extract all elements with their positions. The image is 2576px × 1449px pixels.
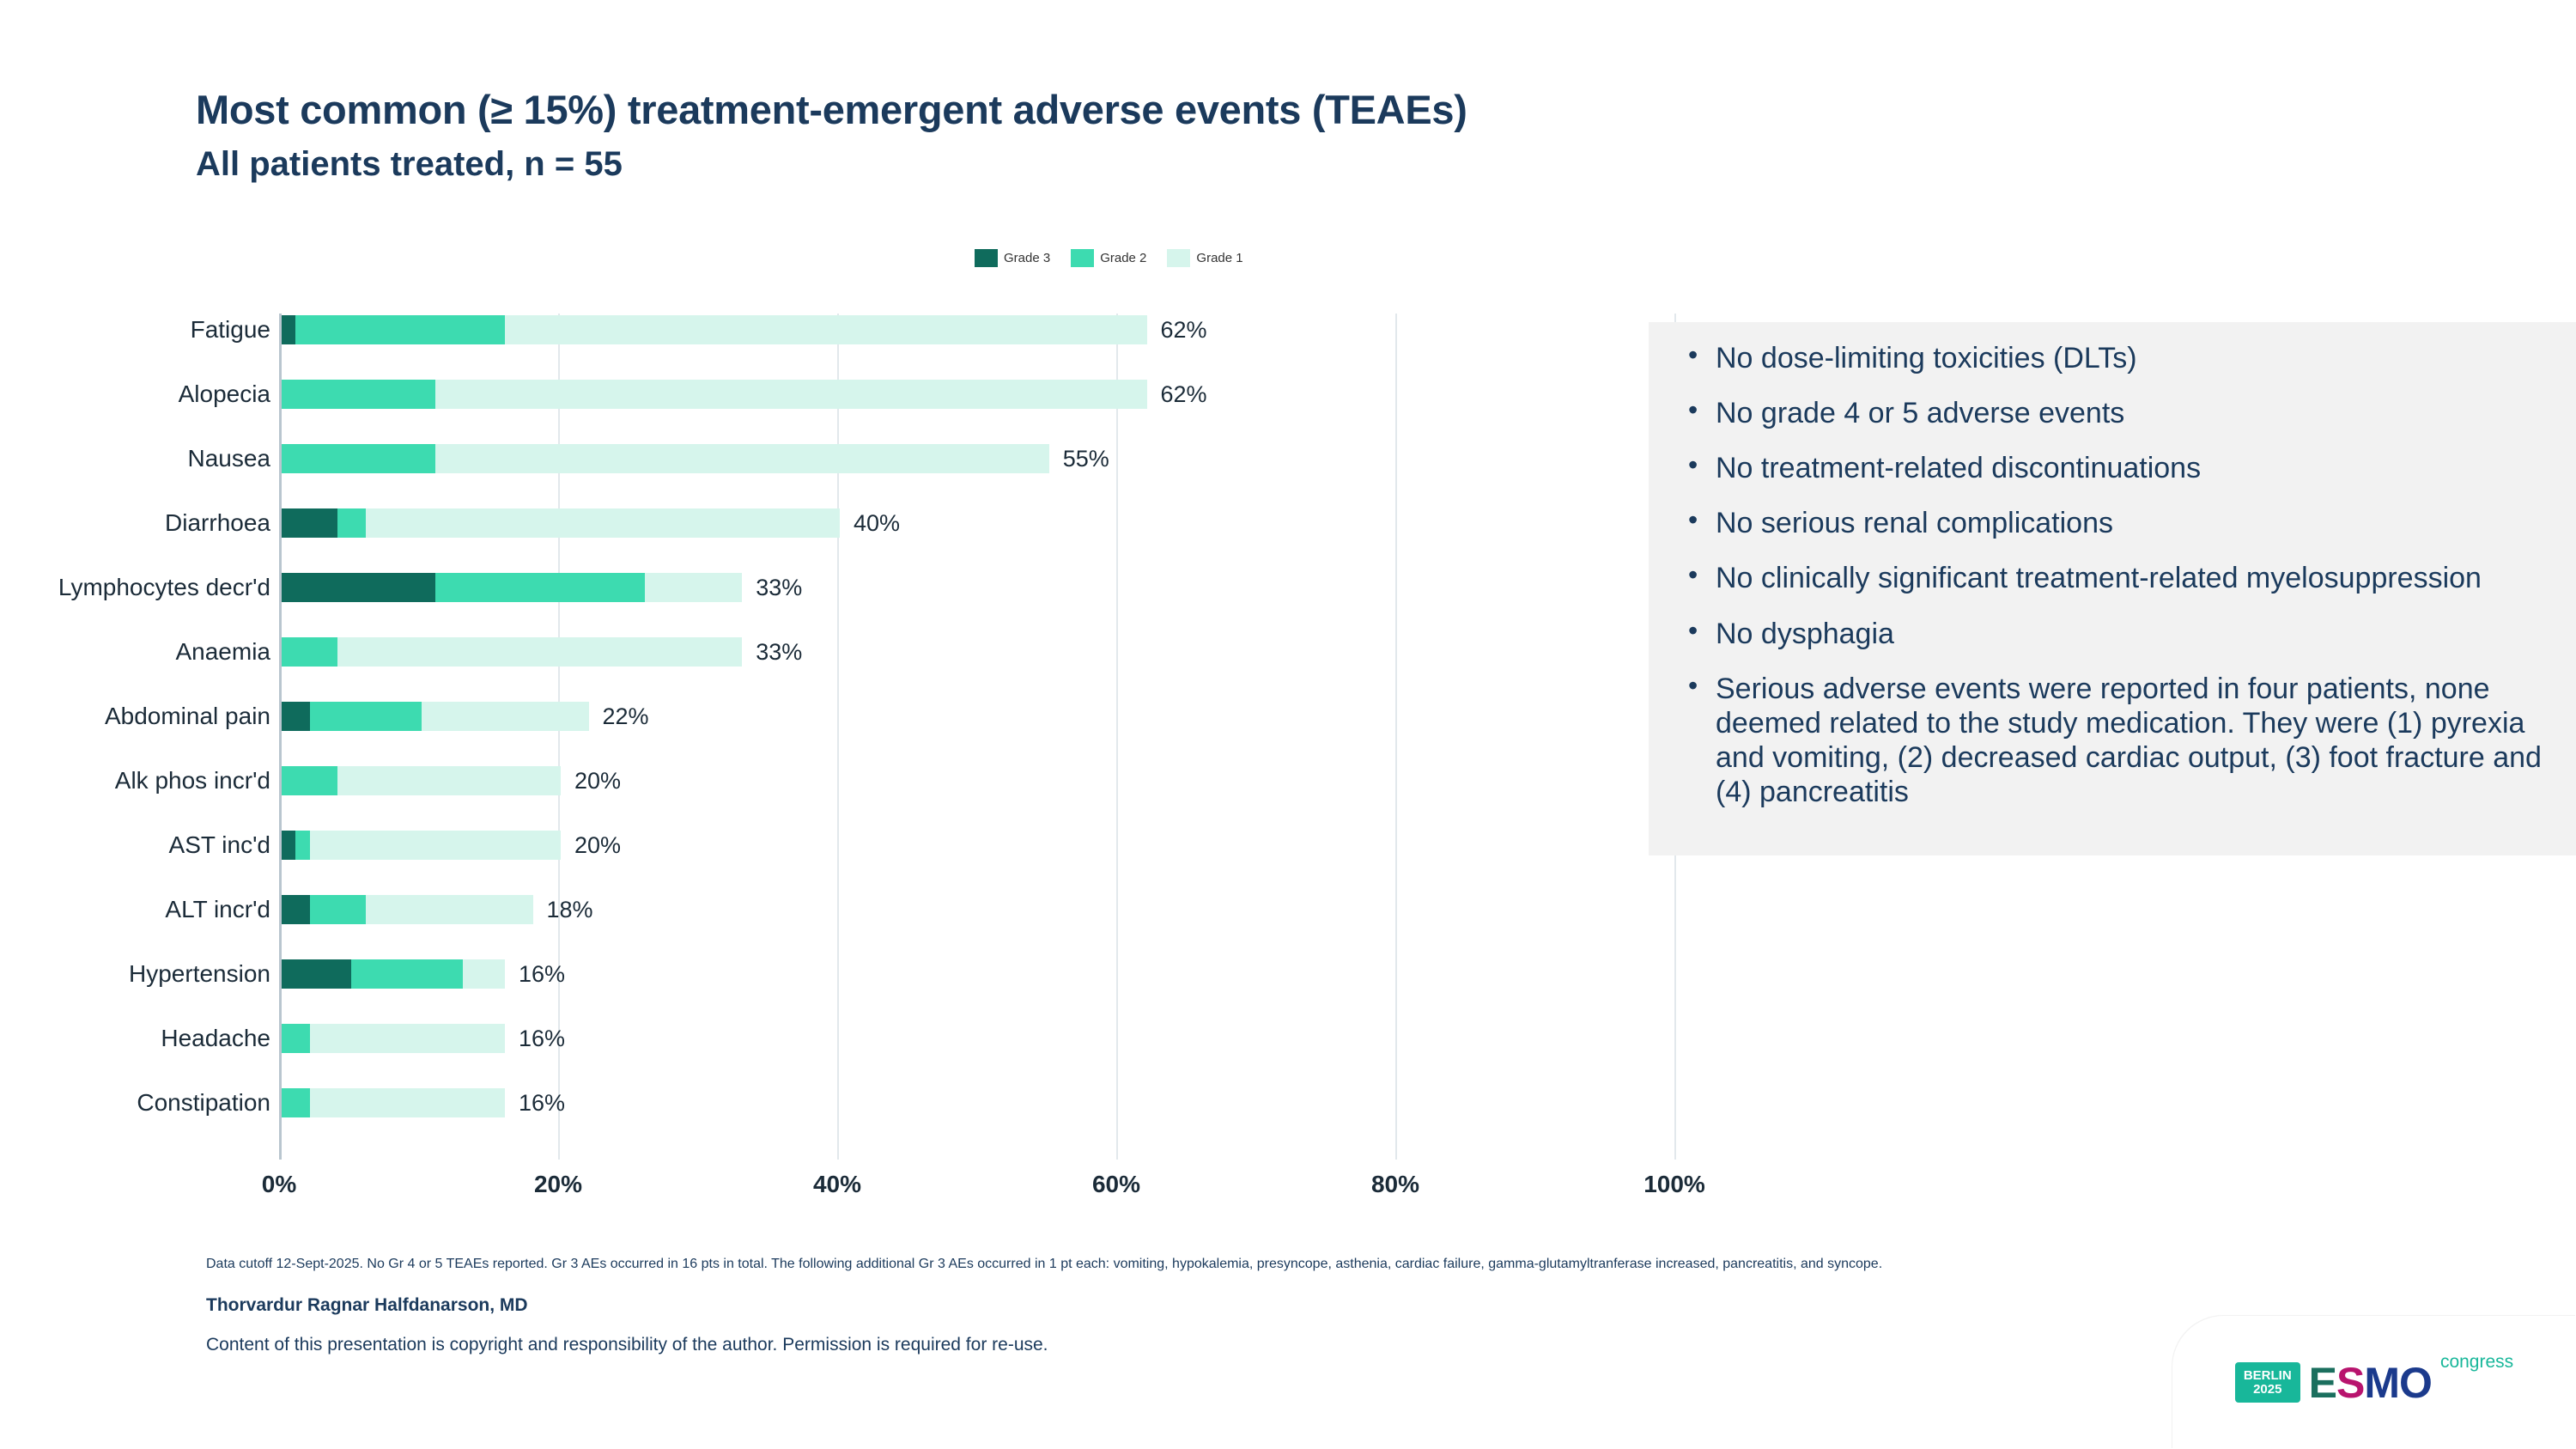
stacked-bar xyxy=(282,895,533,924)
bar-segment xyxy=(295,315,505,344)
bar-value-label: 22% xyxy=(602,703,649,729)
bar-value-label: 40% xyxy=(854,510,901,536)
bar-row xyxy=(0,698,1683,734)
x-tick-label: 80% xyxy=(1370,1171,1420,1197)
bar-row xyxy=(0,441,1683,477)
stacked-bar xyxy=(282,1088,505,1117)
data-cutoff-note: Data cutoff 12-Sept-2025. No Gr 4 or 5 TEAEs reported. Gr 3 AEs occurred in 16 pts in total. The following additional Gr 3 AEs occurred in 1 pt each: vomiting, hypokalemia, presyncope, asthenia, cardiac failure, gamma-glutamyltranferase increased, pancreatitis, and syncope. xyxy=(206,1257,1883,1271)
legend-item xyxy=(975,249,1050,267)
bar-segment xyxy=(310,831,562,860)
category-label: ALT incr'd xyxy=(165,896,270,922)
bar-row xyxy=(0,312,1683,348)
bar-value-label: 20% xyxy=(574,832,622,858)
bar-segment xyxy=(310,895,366,924)
bar-segment xyxy=(282,573,435,602)
bar-segment xyxy=(435,573,645,602)
category-label: Lymphocytes decr'd xyxy=(58,574,270,600)
x-tick-label: 0% xyxy=(261,1171,297,1197)
bar-value-label: 16% xyxy=(519,1026,566,1051)
bar-segment xyxy=(351,959,463,989)
bar-segment xyxy=(282,1024,310,1053)
copyright-note: Content of this presentation is copyright and responsibility of the author. Permission is required for re-use. xyxy=(206,1335,1048,1355)
legend-item xyxy=(1071,249,1146,267)
esmo-wordmark xyxy=(2309,1358,2432,1408)
esmo-letter-o: O xyxy=(2399,1358,2432,1407)
summary-panel xyxy=(1649,322,2576,855)
bar-segment xyxy=(366,895,533,924)
stacked-bar xyxy=(282,315,1147,344)
page-title: Most common (≥ 15%) treatment-emergent adverse events (TEAEs) xyxy=(196,87,1467,132)
x-tick-label: 20% xyxy=(533,1171,583,1197)
esmo-letter-s: S xyxy=(2336,1358,2365,1407)
bar-segment xyxy=(295,831,309,860)
bar-segment xyxy=(282,380,435,409)
bar-value-label: 33% xyxy=(756,639,803,665)
summary-bullet: • No dysphagia xyxy=(1716,617,2542,651)
category-label: Hypertension xyxy=(129,960,270,987)
category-label: Anaemia xyxy=(175,638,270,665)
bar-segment xyxy=(282,895,310,924)
bar-value-label: 62% xyxy=(1160,317,1207,343)
bar-value-label: 62% xyxy=(1160,381,1207,407)
bar-segment xyxy=(435,380,1147,409)
legend-label: Grade 3 xyxy=(1004,251,1051,265)
bar-segment xyxy=(645,573,743,602)
bar-row xyxy=(0,1020,1683,1056)
stacked-bar xyxy=(282,831,561,860)
summary-bullet-list xyxy=(1657,341,2567,809)
bar-row xyxy=(0,892,1683,928)
bar-row xyxy=(0,505,1683,541)
bar-segment xyxy=(282,831,295,860)
bar-segment xyxy=(463,959,505,989)
bar-segment xyxy=(366,508,841,538)
bar-segment xyxy=(282,766,337,795)
category-label: AST inc'd xyxy=(168,831,270,858)
esmo-letter-e: E xyxy=(2308,1358,2337,1407)
bar-value-label: 18% xyxy=(546,897,593,922)
bar-value-label: 33% xyxy=(756,575,803,600)
bar-segment xyxy=(435,444,1049,473)
legend-label: Grade 1 xyxy=(1196,251,1243,265)
category-label: Nausea xyxy=(187,445,270,472)
legend-item xyxy=(1167,249,1242,267)
summary-bullet: • No clinically significant treatment-related myelosuppression xyxy=(1716,561,2542,595)
bar-row xyxy=(0,1085,1683,1121)
bar-segment xyxy=(282,315,295,344)
summary-bullet: • Serious adverse events were reported in four patients, none deemed related to the study medication. They were (1) pyrexia and vomiting, (2) decreased cardiac output, (3) foot fracture and (4) pancreatitis xyxy=(1716,672,2542,809)
category-label: Diarrhoea xyxy=(165,509,270,536)
stacked-bar xyxy=(282,444,1049,473)
x-tick-label: 40% xyxy=(812,1171,862,1197)
x-axis xyxy=(261,1164,1705,1207)
legend-swatch-icon xyxy=(1071,249,1094,267)
category-label: Constipation xyxy=(137,1089,270,1116)
teae-bar-chart xyxy=(0,305,1705,1202)
stacked-bar xyxy=(282,959,505,989)
bar-segment xyxy=(282,508,337,538)
chart-legend xyxy=(975,249,1255,267)
bar-row xyxy=(0,763,1683,799)
category-label: Alk phos incr'd xyxy=(114,767,270,794)
logo-year: 2025 xyxy=(2253,1381,2282,1397)
bar-segment xyxy=(337,508,366,538)
page-subtitle: All patients treated, n = 55 xyxy=(196,145,623,183)
stacked-bar xyxy=(282,702,589,731)
bar-row xyxy=(0,956,1683,992)
x-tick-label: 60% xyxy=(1091,1171,1141,1197)
congress-label: congress xyxy=(2439,1352,2514,1372)
legend-swatch-icon xyxy=(975,249,998,267)
stacked-bar xyxy=(282,766,561,795)
bar-segment xyxy=(282,702,310,731)
category-label: Headache xyxy=(161,1025,270,1051)
title-block xyxy=(196,86,1467,184)
legend-label: Grade 2 xyxy=(1100,251,1147,265)
bar-value-label: 16% xyxy=(519,961,566,987)
bar-segment xyxy=(337,766,561,795)
bar-row xyxy=(0,827,1683,863)
bar-segment xyxy=(310,1024,506,1053)
logo-city: BERLIN xyxy=(2243,1367,2292,1383)
berlin-2025-badge xyxy=(2235,1362,2300,1403)
esmo-letter-m: M xyxy=(2364,1358,2400,1407)
summary-bullet: • No dose-limiting toxicities (DLTs) xyxy=(1716,341,2542,375)
category-label: Fatigue xyxy=(190,316,270,343)
esmo-logo xyxy=(2172,1316,2576,1449)
category-label: Abdominal pain xyxy=(104,703,270,729)
bar-row xyxy=(0,569,1683,606)
stacked-bar xyxy=(282,508,840,538)
x-tick-label: 100% xyxy=(1643,1171,1705,1197)
summary-bullet: • No treatment-related discontinuations xyxy=(1716,451,2542,485)
legend-swatch-icon xyxy=(1167,249,1190,267)
stacked-bar xyxy=(282,1024,505,1053)
bar-value-label: 55% xyxy=(1062,446,1109,472)
bar-segment xyxy=(282,959,351,989)
bar-segment xyxy=(422,702,589,731)
bar-segment xyxy=(282,637,337,667)
bar-value-label: 20% xyxy=(574,768,622,794)
bar-segment xyxy=(310,1088,506,1117)
footnotes xyxy=(206,1254,2456,1355)
bar-value-label: 16% xyxy=(519,1090,566,1116)
stacked-bar xyxy=(282,637,742,667)
category-label: Alopecia xyxy=(178,381,270,407)
bar-row xyxy=(0,376,1683,412)
author-name: Thorvardur Ragnar Halfdanarson, MD xyxy=(206,1295,528,1315)
stacked-bar xyxy=(282,573,742,602)
summary-bullet: • No serious renal complications xyxy=(1716,506,2542,540)
bar-segment xyxy=(282,444,435,473)
bar-segment xyxy=(337,637,742,667)
stacked-bar xyxy=(282,380,1147,409)
bar-segment xyxy=(282,1088,310,1117)
summary-bullet: • No grade 4 or 5 adverse events xyxy=(1716,396,2542,430)
bar-segment xyxy=(310,702,422,731)
bar-segment xyxy=(505,315,1147,344)
bar-row xyxy=(0,634,1683,670)
